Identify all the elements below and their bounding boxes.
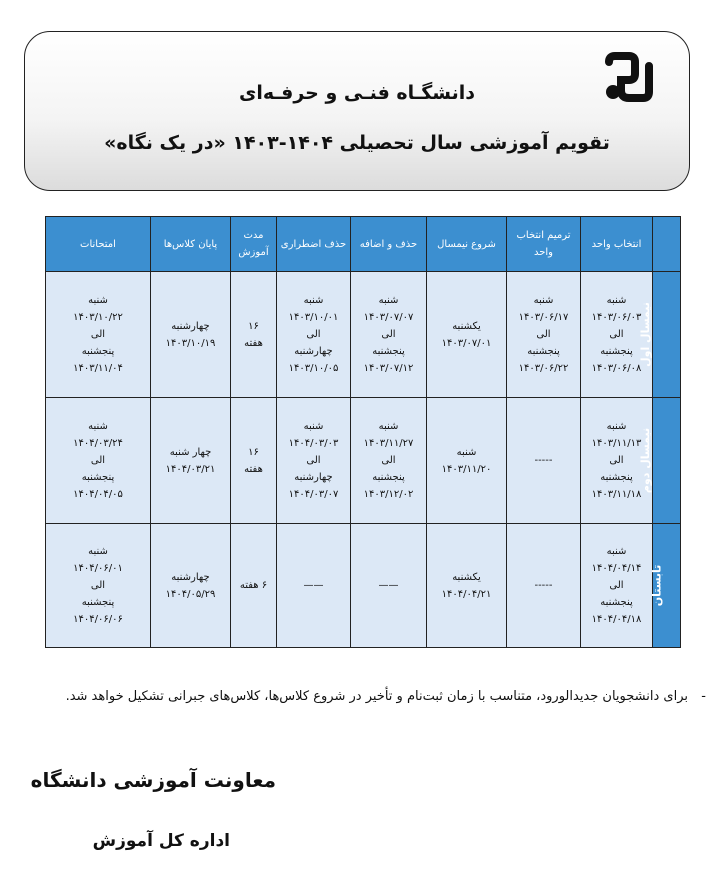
cell-line: ۱۴۰۳/۱۰/۱۹ xyxy=(165,337,216,349)
cell-line: هفته xyxy=(244,463,263,475)
cell-line: ۱۴۰۴/۰۴/۱۸ xyxy=(591,614,642,625)
table-cell xyxy=(231,524,277,648)
cell-line: شنبه xyxy=(378,421,399,432)
cell-line: پنجشنبه xyxy=(372,472,405,483)
table-cell xyxy=(507,398,581,524)
cell-line: ۱۶ xyxy=(248,446,259,458)
column-header: حذف اضطراری xyxy=(277,217,351,272)
cell-line: الی xyxy=(90,329,106,340)
table-cell xyxy=(351,524,427,648)
cell-line: یکشنبه xyxy=(452,571,481,583)
cell-line: شنبه xyxy=(606,421,627,432)
table-cell xyxy=(351,398,427,524)
table-cell xyxy=(151,524,231,648)
semester-label-text: تابستان xyxy=(650,564,664,607)
cell-line: ۱۴۰۳/۱۱/۰۴ xyxy=(73,363,123,374)
cell-line: ۱۴۰۴/۰۴/۰۵ xyxy=(73,489,123,500)
cell-line: پنجشنبه xyxy=(600,472,633,483)
cell-line: چهارشنبه xyxy=(171,571,210,583)
header-box xyxy=(24,31,690,191)
table-cell xyxy=(507,524,581,648)
cell-line: شنبه xyxy=(303,421,324,432)
cell-line: ۱۴۰۳/۱۱/۱۸ xyxy=(591,489,642,500)
cell-line: ۱۴۰۳/۱۱/۲۰ xyxy=(441,463,492,475)
cell-line: ۱۴۰۳/۰۶/۲۲ xyxy=(518,363,569,374)
cell-line: ۶ هفته xyxy=(239,580,268,591)
cell-line: الی xyxy=(90,580,106,591)
table-cell xyxy=(151,272,231,398)
cell-line: چهار شنبه xyxy=(169,446,212,458)
cell-line: ----- xyxy=(534,580,553,591)
table-cell xyxy=(231,398,277,524)
table-cell xyxy=(351,272,427,398)
signature-office: اداره کل آموزش xyxy=(92,831,230,851)
cell-line: ۱۴۰۳/۱۱/۱۳ xyxy=(591,438,642,449)
cell-line: —— xyxy=(303,580,324,591)
cell-line: الی xyxy=(381,329,396,340)
cell-line: ۱۴۰۴/۰۳/۲۱ xyxy=(165,463,216,475)
table-cell xyxy=(277,398,351,524)
column-header: مدت آموزش xyxy=(231,217,277,272)
table-header-row xyxy=(46,217,681,272)
cell-line: الی xyxy=(536,329,551,340)
cell-line: ۱۴۰۴/۰۳/۲۴ xyxy=(73,438,123,449)
column-header: پایان کلاس‌ها xyxy=(151,217,231,272)
cell-line: شنبه xyxy=(378,295,399,306)
cell-line: شنبه xyxy=(533,295,554,306)
cell-line: ۱۴۰۳/۱۱/۲۷ xyxy=(363,438,414,449)
table-cell xyxy=(507,272,581,398)
cell-line: ۱۴۰۳/۱۰/۰۱ xyxy=(288,312,339,323)
table-cell xyxy=(231,272,277,398)
cell-line: ۱۴۰۴/۰۳/۰۳ xyxy=(288,438,339,449)
table-row xyxy=(46,524,681,648)
cell-line: شنبه xyxy=(88,421,108,432)
semester-label xyxy=(638,398,681,524)
cell-line: ۱۴۰۳/۰۶/۰۳ xyxy=(591,312,642,323)
cell-line: ۱۴۰۴/۰۵/۲۹ xyxy=(165,588,216,600)
note-text: برای دانشجویان جدیدالورود، متناسب با زمان ثبت‌نام و تأخیر در شروع کلاس‌ها، کلاس‌های جبرانی تشکیل خواهد شد. xyxy=(65,689,688,704)
cell-line: پنجشنبه xyxy=(527,346,560,357)
table-cell xyxy=(151,398,231,524)
table-cell xyxy=(427,398,507,524)
cell-line: الی xyxy=(306,455,321,466)
cell-line: ۱۶ xyxy=(248,320,259,332)
cell-line: هفته xyxy=(244,337,263,349)
cell-line: ۱۴۰۳/۰۶/۱۷ xyxy=(518,312,569,323)
cell-line: ۱۴۰۴/۰۴/۲۱ xyxy=(441,588,492,600)
cell-line: چهارشنبه xyxy=(294,346,333,357)
column-header: حذف و اضافه xyxy=(351,217,427,272)
note-bullet: - xyxy=(701,689,706,704)
table-cell xyxy=(427,524,507,648)
corner-cell xyxy=(653,217,681,272)
cell-line: الی xyxy=(609,580,624,591)
cell-line: ۱۴۰۳/۰۷/۰۷ xyxy=(363,312,414,323)
cell-line: شنبه xyxy=(88,546,108,557)
semester-label-text: نیمسال اول xyxy=(639,302,653,367)
cell-line: ۱۴۰۴/۰۶/۰۶ xyxy=(73,614,123,625)
cell-line: ----- xyxy=(534,455,553,466)
cell-line: ۱۴۰۴/۰۶/۰۱ xyxy=(73,563,123,574)
cell-line: چهارشنبه xyxy=(294,472,333,483)
cell-line: پنجشنبه xyxy=(81,346,115,357)
cell-line: شنبه xyxy=(606,546,627,557)
table-cell xyxy=(277,272,351,398)
signature-deputy: معاونت آموزشی دانشگاه xyxy=(30,768,276,792)
semester-label xyxy=(650,524,681,648)
cell-line: چهارشنبه xyxy=(171,320,210,332)
calendar-title: تقویم آموزشی سال تحصیلی ۱۴۰۴-۱۴۰۳ «در یک نگاه» xyxy=(104,132,610,154)
cell-line: ۱۴۰۳/۱۰/۲۲ xyxy=(73,312,123,323)
cell-line: ۱۴۰۳/۱۲/۰۲ xyxy=(363,489,414,500)
cell-line: —— xyxy=(378,580,399,591)
cell-line: ۱۴۰۴/۰۴/۱۴ xyxy=(591,563,642,574)
table-row xyxy=(46,398,681,524)
cell-line: یکشنبه xyxy=(452,320,481,332)
cell-line: شنبه xyxy=(88,295,108,306)
cell-line: ۱۴۰۳/۰۶/۰۸ xyxy=(591,363,642,374)
cell-line: ۱۴۰۳/۱۰/۰۵ xyxy=(288,363,339,374)
cell-line: الی xyxy=(306,329,321,340)
semester-label xyxy=(639,272,681,398)
column-header: شروع نیمسال xyxy=(427,217,507,272)
university-name: دانشگـاه فنـی و حرفـه‌ای xyxy=(238,82,476,104)
table-cell xyxy=(427,272,507,398)
cell-line: پنجشنبه xyxy=(600,597,633,608)
cell-line: الی xyxy=(609,455,624,466)
column-header: انتخاب واحد xyxy=(581,217,653,272)
cell-line: شنبه xyxy=(456,446,477,458)
note xyxy=(48,680,706,713)
table-cell xyxy=(46,398,151,524)
cell-line: پنجشنبه xyxy=(600,346,633,357)
cell-line: الی xyxy=(381,455,396,466)
calendar-table xyxy=(45,216,681,648)
semester-label-text: نیمسال دوم xyxy=(638,427,652,494)
cell-line: شنبه xyxy=(606,295,627,306)
table-cell xyxy=(46,272,151,398)
cell-line: شنبه xyxy=(303,295,324,306)
table-row xyxy=(46,272,681,398)
cell-line: ۱۴۰۳/۰۷/۱۲ xyxy=(363,363,414,374)
cell-line: ۱۴۰۴/۰۳/۰۷ xyxy=(288,489,339,500)
cell-line: پنجشنبه xyxy=(372,346,405,357)
table-cell xyxy=(46,524,151,648)
cell-line: الی xyxy=(90,455,106,466)
cell-line: الی xyxy=(609,329,624,340)
column-header: امتحانات xyxy=(46,217,151,272)
table-cell xyxy=(277,524,351,648)
cell-line: پنجشنبه xyxy=(81,472,115,483)
cell-line: پنجشنبه xyxy=(81,597,115,608)
column-header: ترمیم انتخاب واحد xyxy=(507,217,581,272)
cell-line: ۱۴۰۳/۰۷/۰۱ xyxy=(441,337,492,349)
